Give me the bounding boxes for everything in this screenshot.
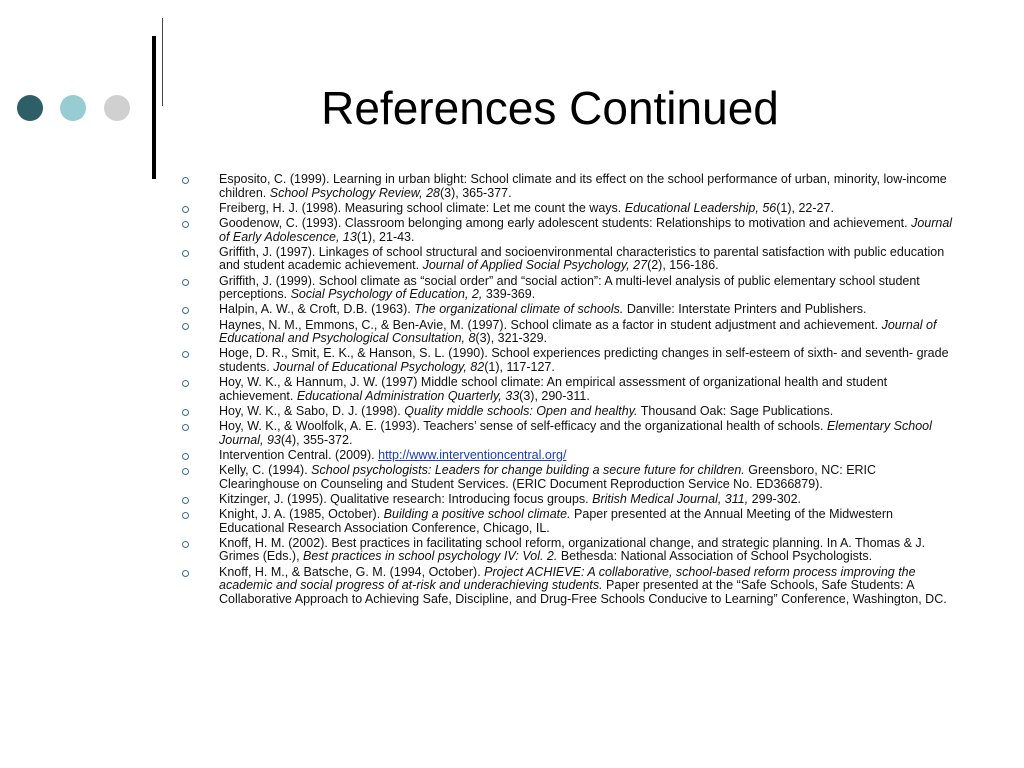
- reference-source-italic: Journal of Educational and Psychological Consultation, 8: [219, 317, 937, 346]
- references-list: [186, 173, 956, 608]
- reference-item: [186, 405, 956, 419]
- reference-item: [186, 464, 956, 491]
- reference-source-italic: Educational Administration Quarterly, 33: [296, 388, 520, 403]
- circle-bullet-icon: [182, 206, 189, 213]
- reference-text: (1), 117-127.: [484, 359, 555, 374]
- reference-item: [186, 449, 956, 463]
- reference-text: Knoff, H. M. (2002). Best practices in facilitating school reform, organizational change, and strategic planning. In A. Thomas & J. Grimes (Eds.),: [219, 535, 926, 564]
- reference-item: [186, 537, 956, 564]
- circle-bullet-icon: [182, 380, 189, 387]
- reference-text: Bethesda: National Association of School Psychologists.: [557, 549, 873, 564]
- reference-source-italic: Building a positive school climate.: [383, 506, 571, 521]
- reference-source-italic: Journal of Applied Social Psychology, 27: [422, 258, 648, 273]
- reference-text: Kitzinger, J. (1995). Qualitative research: Introducing focus groups.: [219, 491, 593, 506]
- circle-bullet-icon: [182, 221, 189, 228]
- reference-source-italic: Journal of Educational Psychology, 82: [273, 359, 485, 374]
- reference-source-italic: Educational Leadership, 56: [624, 200, 777, 215]
- circle-bullet-icon: [182, 323, 189, 330]
- decorative-dot-teal: [60, 95, 86, 121]
- circle-bullet-icon: [182, 453, 189, 460]
- circle-bullet-icon: [182, 177, 189, 184]
- reference-link[interactable]: http://www.interventioncentral.org/: [378, 447, 567, 462]
- reference-text: Paper presented at the Annual Meeting of the Midwestern Educational Research Association Conference, Chicago, IL.: [219, 506, 894, 535]
- reference-text: Hoy, W. K., & Hannum, J. W. (1997) Middle school climate: An empirical assessment of organizational health and student achievement.: [219, 375, 888, 403]
- reference-source-italic: School Psychology Review, 28: [269, 185, 440, 200]
- reference-source-italic: Journal of Early Adolescence, 13: [219, 215, 953, 244]
- reference-item: [186, 420, 956, 447]
- reference-text: (4), 355-372.: [280, 432, 353, 447]
- reference-text: (3), 290-311.: [519, 388, 590, 403]
- circle-bullet-icon: [182, 541, 189, 548]
- circle-bullet-icon: [182, 497, 189, 504]
- circle-bullet-icon: [182, 424, 189, 431]
- reference-source-italic: Best practices in school psychology IV: Vol. 2.: [303, 549, 558, 564]
- reference-item: [186, 347, 956, 374]
- circle-bullet-icon: [182, 351, 189, 358]
- reference-text: Knight, J. A. (1985, October).: [219, 506, 384, 521]
- slide-title: References Continued: [321, 82, 779, 134]
- reference-text: Hoy, W. K., & Woolfolk, A. E. (1993). Teachers’ sense of self-efficacy and the organizational health of schools.: [219, 419, 827, 434]
- reference-text: Knoff, H. M., & Batsche, G. M. (1994, October).: [219, 564, 485, 579]
- circle-bullet-icon: [182, 279, 189, 286]
- reference-text: (1), 21-43.: [356, 229, 415, 244]
- reference-item: [186, 303, 956, 317]
- reference-text: Goodenow, C. (1993). Classroom belonging among early adolescent students: Relationships to motivation and achievement.: [219, 215, 912, 230]
- reference-item: [186, 173, 956, 200]
- circle-bullet-icon: [182, 409, 189, 416]
- reference-item: [186, 275, 956, 302]
- circle-bullet-icon: [182, 468, 189, 475]
- reference-source-italic: The organizational climate of schools.: [414, 302, 624, 317]
- decorative-thin-rule: [162, 18, 163, 106]
- reference-item: [186, 202, 956, 216]
- decorative-dot-gray: [104, 95, 130, 121]
- reference-text: (3), 365-377.: [439, 185, 512, 200]
- reference-source-italic: Project ACHIEVE: A collaborative, school-based reform process improving the academic and social progress of at-risk and underachieving students.: [219, 564, 916, 593]
- reference-item: [186, 217, 956, 244]
- reference-item: [186, 566, 956, 607]
- reference-text: Esposito, C. (1999). Learning in urban blight: School climate and its effect on the school performance of urban, minority, low-income children.: [219, 172, 947, 200]
- circle-bullet-icon: [182, 307, 189, 314]
- reference-text: Intervention Central. (2009).: [219, 447, 379, 462]
- reference-source-italic: Social Psychology of Education, 2,: [290, 287, 483, 302]
- reference-text: (3), 321-329.: [475, 331, 547, 346]
- reference-text: Griffith, J. (1999). School climate as “social order” and “social action”: A multi-level analysis of public elementary school student perceptions.: [219, 273, 920, 302]
- circle-bullet-icon: [182, 250, 189, 257]
- reference-text: Thousand Oak: Sage Publications.: [637, 403, 834, 418]
- reference-text: Hoge, D. R., Smit, E. K., & Hanson, S. L. (1990). School experiences predicting changes in self-esteem of sixth- and seventh- grade students.: [219, 346, 949, 374]
- reference-item: [186, 508, 956, 535]
- reference-item: [186, 319, 956, 346]
- reference-source-italic: School psychologists: Leaders for change building a secure future for children.: [311, 463, 745, 477]
- reference-text: (2), 156-186.: [647, 258, 719, 273]
- reference-source-italic: Quality middle schools: Open and healthy.: [404, 403, 638, 418]
- reference-text: 299-302.: [748, 491, 802, 506]
- decorative-dot-dark: [17, 95, 43, 121]
- reference-text: Paper presented at the “Safe Schools, Safe Students: A Collaborative Approach to Achieving Safe, Discipline, and Drug-Free Schools Conducive to Learning” Conference, Washington, DC.: [219, 578, 947, 606]
- reference-text: Griffith, J. (1997). Linkages of school structural and socioenvironmental characteristics to parental satisfaction with public education and student academic achievement.: [219, 244, 945, 273]
- reference-text: Haynes, N. M., Emmons, C., & Ben-Avie, M. (1997). School climate as a factor in student adjustment and achievement.: [219, 317, 882, 332]
- reference-text: 339-369.: [482, 287, 536, 302]
- reference-item: [186, 246, 956, 273]
- reference-text: Hoy, W. K., & Sabo, D. J. (1998).: [219, 403, 405, 418]
- reference-text: Kelly, C. (1994).: [219, 463, 312, 477]
- reference-text: Freiberg, H. J. (1998). Measuring school climate: Let me count the ways.: [219, 200, 625, 215]
- reference-source-italic: British Medical Journal, 311,: [592, 491, 749, 506]
- circle-bullet-icon: [182, 570, 189, 577]
- reference-text: Danville: Interstate Printers and Publishers.: [623, 302, 867, 317]
- circle-bullet-icon: [182, 512, 189, 519]
- reference-text: Halpin, A. W., & Croft, D.B. (1963).: [219, 302, 415, 317]
- reference-source-italic: Elementary School Journal, 93: [219, 419, 932, 447]
- reference-item: [186, 493, 956, 507]
- reference-item: [186, 376, 956, 403]
- decorative-thick-rule: [152, 36, 156, 179]
- reference-text: Greensboro, NC: ERIC Clearinghouse on Counseling and Student Services. (ERIC Document Reproduction Service No. ED366879).: [219, 463, 877, 491]
- reference-text: (1), 22-27.: [776, 200, 834, 215]
